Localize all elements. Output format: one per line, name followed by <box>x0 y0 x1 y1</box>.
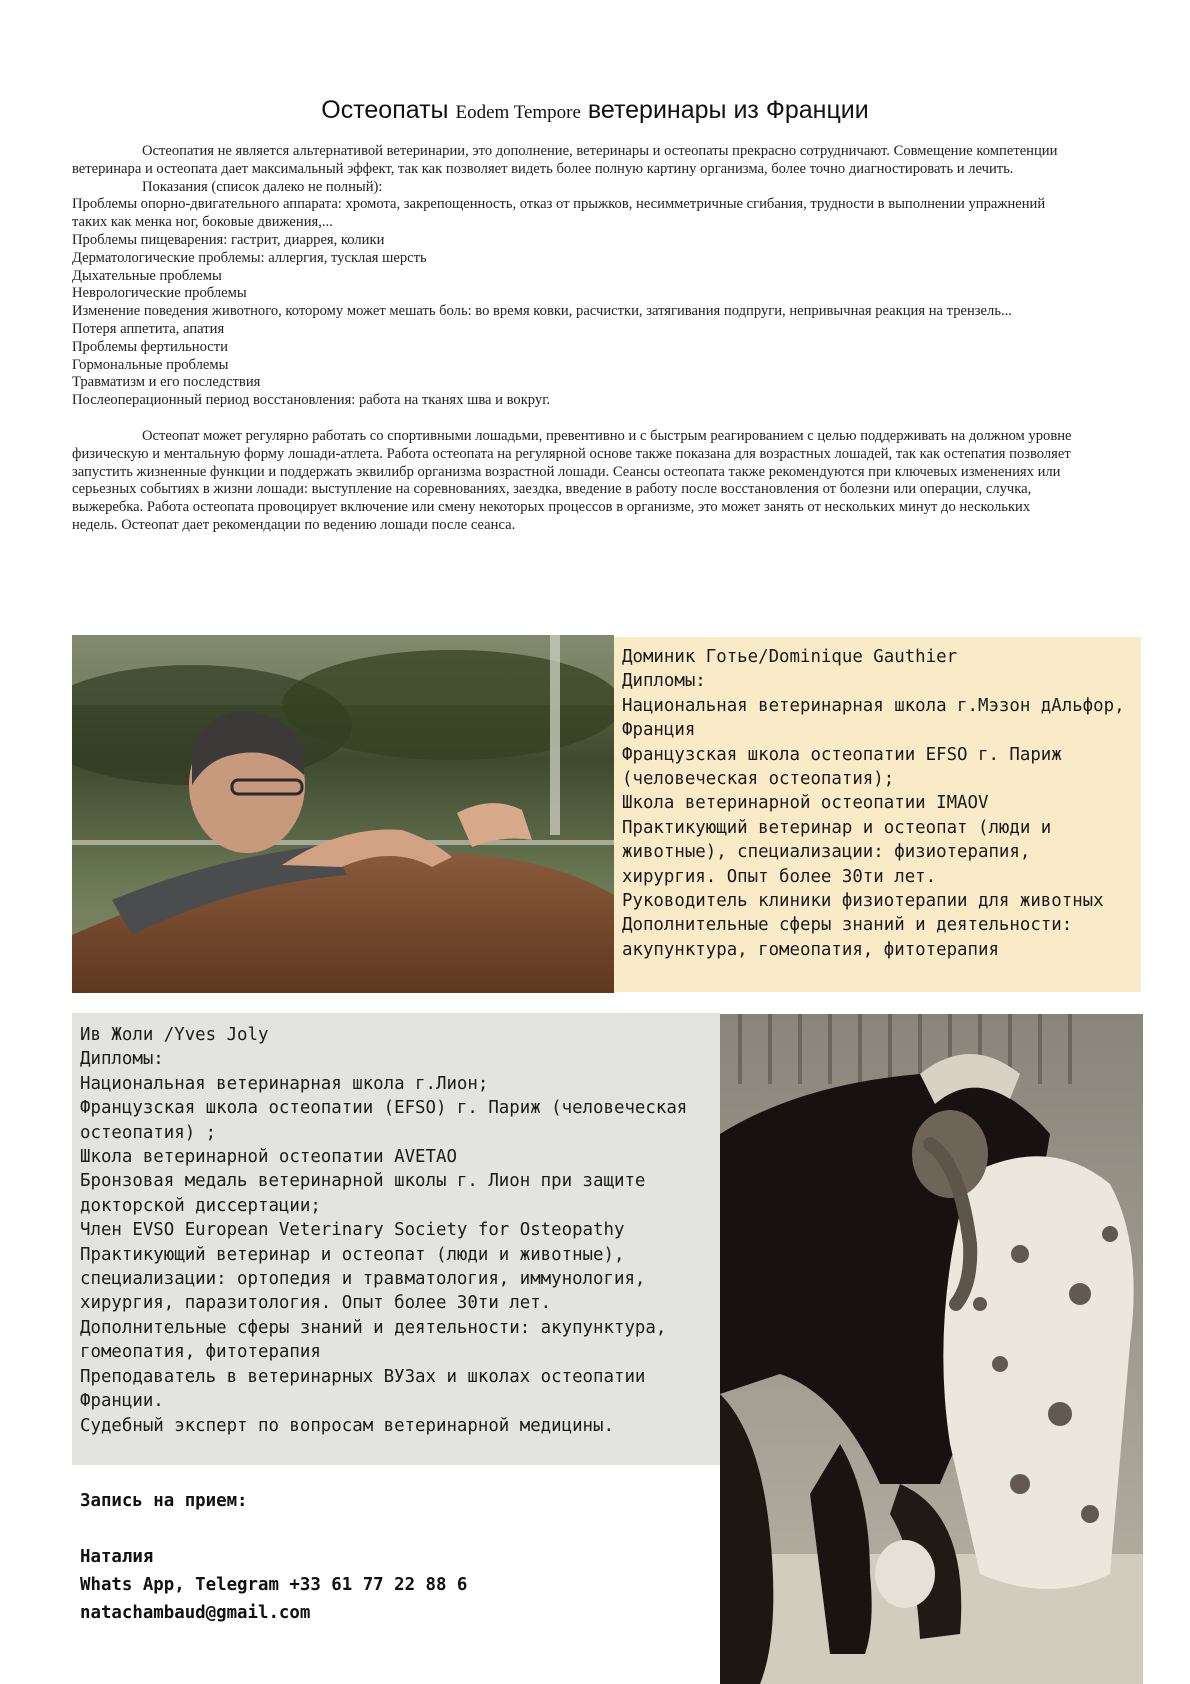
doctor-info-line: Дипломы: <box>622 671 706 692</box>
doctor-info-line: Практикующий ветеринар и остеопат (люди и животные), специализации: ортопедия и травматология, иммунология, хирургия, паразитология. Опыт более 30ти лет. <box>80 1244 646 1314</box>
indication-item: Дыхательные проблемы <box>72 267 222 284</box>
title-part-3: ветеринары из Франции <box>587 96 869 124</box>
doctor-info-line: Бронзовая медаль ветеринарной школы г. Лион при защите докторской диссертации; <box>80 1171 646 1216</box>
doctor-info-line: Французская школа остеопатии EFSO г. Париж (человеческая остеопатия); <box>622 744 1062 790</box>
intro-text <box>72 143 1072 535</box>
contact-name: Наталия <box>80 1547 154 1567</box>
intro-paragraph-1: Остеопатия не является альтернативой ветеринарии, это дополнение, ветеринары и остеопаты прекрасно сотрудничают. Совмещение компетенции ветеринара и остеопата дает максимальный эффект, так как позволяет видеть более полную картину организма, более точно диагностировать и лечить. <box>72 143 1058 177</box>
doctor-gauthier-info <box>614 637 1141 992</box>
indication-item: Гормональные проблемы <box>72 356 229 373</box>
indication-item: Проблемы пищеварения: гастрит, диаррея, колики <box>72 231 385 248</box>
indication-item: Послеоперационный период восстановления: работа на тканях шва и вокруг. <box>72 392 551 409</box>
doctor-info-line: Дополнительные сферы знаний и деятельности: акупунктура, гомеопатия, фитотерапия <box>622 915 1073 960</box>
contact-spacer <box>80 1515 710 1543</box>
photo-osteopath-with-black-horse <box>720 1014 1143 1684</box>
doctor-info-line: Французская школа остеопатии (EFSO) г. Париж (человеческая остеопатия) ; <box>80 1098 688 1143</box>
doctor-info-line: Дополнительные сферы знаний и деятельности: акупунктура, гомеопатия, фитотерапия <box>80 1317 667 1363</box>
title-part-2: Eodem Tempore <box>455 102 581 123</box>
indication-item: Потеря аппетита, апатия <box>72 320 225 337</box>
indication-item: Дерматологические проблемы: аллергия, тусклая шерсть <box>72 249 427 266</box>
photo-osteopath-with-horse <box>72 635 614 993</box>
title-part-1: Остеопаты <box>321 96 449 124</box>
contact-phone[interactable]: Whats App, Telegram +33 61 77 22 88 6 <box>80 1575 468 1595</box>
doctor-joly-info <box>72 1013 720 1465</box>
page-title <box>72 96 1118 125</box>
contact-email[interactable]: natachambaud@gmail.com <box>80 1603 311 1623</box>
doctor-info-line: Преподаватель в ветеринарных ВУЗах и школах остеопатии Франции. <box>80 1366 646 1412</box>
doctor-info-line: Национальная ветеринарная школа г.Мэзон дАльфор, Франция <box>622 695 1125 741</box>
indication-item: Проблемы опорно-двигательного аппарата: хромота, закрепощенность, отказ от прыжков, несимметричные сгибания, трудности в выполнении упражнений таких как менка ног, боковые движения,... <box>72 196 1046 231</box>
paragraph-gap <box>72 410 1072 428</box>
indication-item: Проблемы фертильности <box>72 338 228 355</box>
indication-item: Неврологические проблемы <box>72 285 247 302</box>
doctor-info-line: Руководитель клиники физиотерапии для животных <box>622 891 1104 912</box>
doctor-info-line: Школа ветеринарной остеопатии AVETAO <box>80 1147 457 1168</box>
doctor-info-line: Школа ветеринарной остеопатии IMAOV <box>622 793 989 814</box>
doctor-name: Доминик Готье/Dominique Gauthier <box>622 647 958 667</box>
photo-2-illustration <box>720 1014 1143 1684</box>
indications-heading: Показания (список далеко не полный): <box>142 178 383 195</box>
indication-item: Изменение поведения животного, которому может мешать боль: во время ковки, расчистки, затягивания подпруги, непривычная реакция на трензель... <box>72 303 1012 320</box>
contact-section <box>80 1487 710 1627</box>
indication-item: Травматизм и его последствия <box>72 374 261 391</box>
doctor-info-line: Практикующий ветеринар и остеопат (люди и животные), специализации: физиотерапия, хирургия. Опыт более 30ти лет. <box>622 817 1052 887</box>
doctor-info-line: Дипломы: <box>80 1049 164 1070</box>
photo-1-illustration <box>72 635 614 993</box>
doctor-name: Ив Жоли /Yves Joly <box>80 1025 269 1045</box>
doctor-info-line: Национальная ветеринарная школа г.Лион; <box>80 1073 489 1094</box>
doctor-info-line: Член EVSO European Veterinary Society for Osteopathy <box>80 1220 625 1241</box>
intro-paragraph-2: Остеопат может регулярно работать со спортивными лошадьми, превентивно и с быстрым реагированием с целью поддерживать на должном уровне физическую и ментальную форму лошади-атлета. Работа остеопата на регулярной основе также показана для возрастных лошадей, так как остепатия позволяет запустить жизненные функции и поддержать эквилибр организма возрастной лошади. Сеансы остеопата также рекомендуются при ключевых изменениях или серьезных событиях в жизни лошади: выступление на соревнованиях, заездка, введение в работу после восстановления от болезни или операции, случка, выжеребка. Работа остеопата провоцирует включение или смену некоторых процессов в организме, это может занять от нескольких минут до нескольких недель. Остеопат дает рекомендации по ведению лошади после сеанса. <box>72 427 1072 533</box>
doctor-info-line: Судебный эксперт по вопросам ветеринарной медицины. <box>80 1415 614 1436</box>
contact-heading: Запись на прием: <box>80 1491 248 1511</box>
